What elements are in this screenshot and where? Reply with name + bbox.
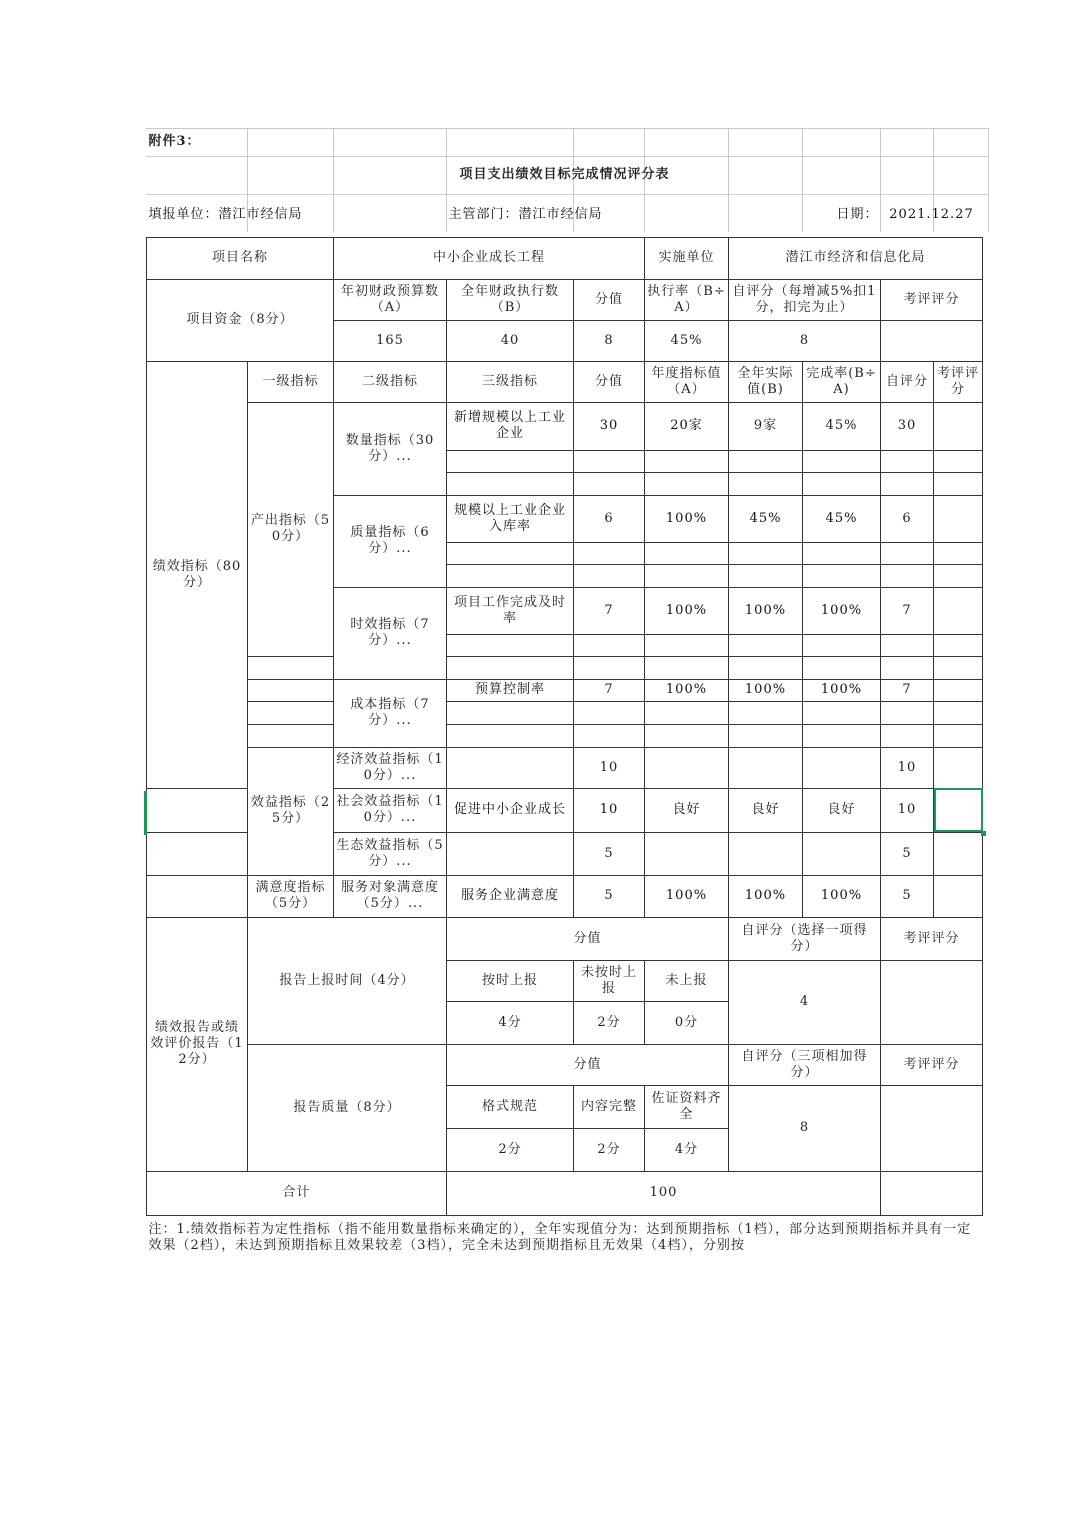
report-quality-o1: 格式规范 bbox=[447, 1085, 574, 1128]
table-cell[interactable] bbox=[881, 701, 934, 724]
fill-handle[interactable] bbox=[981, 831, 986, 836]
report-time-label: 报告上报时间（4分） bbox=[248, 917, 447, 1044]
funds-col-rate: 执行率（B÷A） bbox=[645, 279, 729, 320]
economic-score[interactable]: 10 bbox=[574, 747, 645, 788]
table-cell[interactable] bbox=[147, 832, 248, 875]
table-cell[interactable] bbox=[248, 679, 334, 701]
social-actual[interactable]: 良好 bbox=[729, 788, 803, 832]
funds-col-self: 自评分（每增减5%扣1分，扣完为止） bbox=[729, 279, 881, 320]
row-selection-marker bbox=[144, 791, 147, 835]
table-cell[interactable] bbox=[447, 564, 574, 587]
ecological-score[interactable]: 5 bbox=[574, 832, 645, 875]
table-cell[interactable] bbox=[729, 564, 803, 587]
quantity-actual[interactable]: 9家 bbox=[729, 402, 803, 450]
funds-col-eval: 考评评分 bbox=[881, 279, 983, 320]
table-cell[interactable] bbox=[729, 656, 803, 679]
cost-rate[interactable]: 100% bbox=[803, 679, 881, 701]
satisfaction-eval[interactable] bbox=[934, 875, 983, 917]
score-sheet bbox=[146, 128, 992, 1262]
economic-label: 经济效益指标（10分）... bbox=[334, 747, 447, 788]
satisfaction-name[interactable]: 服务企业满意度 bbox=[447, 875, 574, 917]
funds-rate[interactable]: 45% bbox=[645, 320, 729, 361]
table-cell[interactable] bbox=[447, 128, 574, 156]
table-cell[interactable] bbox=[574, 701, 645, 724]
table-cell[interactable] bbox=[729, 724, 803, 747]
table-cell[interactable] bbox=[248, 656, 334, 679]
table-cell[interactable] bbox=[881, 724, 934, 747]
page-title: 项目支出绩效目标完成情况评分表 bbox=[459, 167, 670, 182]
table-cell[interactable] bbox=[803, 656, 881, 679]
quality-eval[interactable] bbox=[934, 495, 983, 542]
table-cell[interactable] bbox=[729, 128, 803, 156]
timeliness-actual[interactable]: 100% bbox=[729, 587, 803, 634]
table-cell[interactable] bbox=[934, 450, 983, 472]
total-label: 合计 bbox=[147, 1171, 447, 1215]
table-cell[interactable] bbox=[803, 724, 881, 747]
footnote: 注：1.绩效指标若为定性指标（指不能用数量指标来确定的），全年实现值分为：达到预期指标（1档），部分达到预期指标并具有一定效果（2档），未达到预期指标且效果较差（3档），完全未达到预期指标且无效果（4档），分别按 bbox=[148, 1221, 972, 1253]
report-time-v3[interactable]: 0分 bbox=[645, 1001, 729, 1044]
table-cell[interactable] bbox=[881, 542, 934, 564]
perf-h-rate: 完成率(B÷A) bbox=[803, 361, 881, 402]
table-cell[interactable] bbox=[645, 128, 729, 156]
benefit-label: 效益指标（25分） bbox=[248, 747, 334, 875]
report-time-v1[interactable]: 4分 bbox=[447, 1001, 574, 1044]
ecological-actual[interactable] bbox=[729, 832, 803, 875]
funds-col-budget: 年初财政预算数（A） bbox=[334, 279, 447, 320]
table-cell[interactable] bbox=[881, 656, 934, 679]
timeliness-label: 时效指标（7分）... bbox=[334, 587, 447, 679]
attachment-label: 附件3： bbox=[148, 134, 201, 149]
ecological-self[interactable]: 5 bbox=[881, 832, 934, 875]
report-time-v2[interactable]: 2分 bbox=[574, 1001, 645, 1044]
timeliness-score[interactable]: 7 bbox=[574, 587, 645, 634]
satisfaction-rate[interactable]: 100% bbox=[803, 875, 881, 917]
quantity-label: 数量指标（30分）... bbox=[334, 402, 447, 495]
table-cell[interactable] bbox=[447, 656, 574, 679]
timeliness-name[interactable]: 项目工作完成及时率 bbox=[447, 587, 574, 634]
table-cell[interactable] bbox=[881, 450, 934, 472]
cost-eval[interactable] bbox=[934, 679, 983, 701]
economic-name[interactable] bbox=[447, 747, 574, 788]
score-table bbox=[146, 128, 983, 1262]
social-name[interactable]: 促进中小企业成长 bbox=[447, 788, 574, 832]
perf-h-l2: 二级指标 bbox=[334, 361, 447, 402]
report-quality-o2: 内容完整 bbox=[574, 1085, 645, 1128]
quality-actual[interactable]: 45% bbox=[729, 495, 803, 542]
table-cell[interactable] bbox=[803, 701, 881, 724]
table-cell[interactable] bbox=[934, 634, 983, 656]
report-time-o3: 未上报 bbox=[645, 960, 729, 1001]
report-quality-self[interactable]: 8 bbox=[729, 1085, 881, 1171]
social-self[interactable]: 10 bbox=[881, 788, 934, 832]
cost-self[interactable]: 7 bbox=[881, 679, 934, 701]
timeliness-rate[interactable]: 100% bbox=[803, 587, 881, 634]
economic-target[interactable] bbox=[645, 747, 729, 788]
table-cell[interactable] bbox=[645, 564, 729, 587]
report-quality-eval[interactable] bbox=[881, 1085, 983, 1171]
report-quality-eval-label: 考评评分 bbox=[881, 1044, 983, 1085]
social-score[interactable]: 10 bbox=[574, 788, 645, 832]
table-cell[interactable] bbox=[447, 450, 574, 472]
funds-score[interactable]: 8 bbox=[574, 320, 645, 361]
perf-h-actual: 全年实际值(B) bbox=[729, 361, 803, 402]
social-rate[interactable]: 良好 bbox=[803, 788, 881, 832]
table-cell[interactable] bbox=[934, 724, 983, 747]
social-label: 社会效益指标（10分）... bbox=[334, 788, 447, 832]
table-cell[interactable] bbox=[934, 128, 983, 156]
funds-budget[interactable]: 165 bbox=[334, 320, 447, 361]
table-cell[interactable] bbox=[881, 564, 934, 587]
report-quality-v2[interactable]: 2分 bbox=[574, 1128, 645, 1171]
table-cell[interactable] bbox=[803, 542, 881, 564]
perf-h-score: 分值 bbox=[574, 361, 645, 402]
total-value[interactable]: 100 bbox=[447, 1171, 881, 1215]
economic-self[interactable]: 10 bbox=[881, 747, 934, 788]
report-time-self-label: 自评分（选择一项得分） bbox=[729, 917, 881, 960]
report-label: 绩效报告或绩效评价报告（12分） bbox=[147, 917, 248, 1171]
report-quality-label: 报告质量（8分） bbox=[248, 1044, 447, 1171]
table-cell[interactable] bbox=[934, 656, 983, 679]
quantity-target[interactable]: 20家 bbox=[645, 402, 729, 450]
table-cell[interactable] bbox=[574, 724, 645, 747]
satisfaction-target[interactable]: 100% bbox=[645, 875, 729, 917]
funds-col-exec: 全年财政执行数（B） bbox=[447, 279, 574, 320]
perf-h-self: 自评分 bbox=[881, 361, 934, 402]
table-cell[interactable] bbox=[248, 724, 334, 747]
table-cell[interactable] bbox=[574, 564, 645, 587]
table-cell[interactable] bbox=[447, 701, 574, 724]
cost-target[interactable]: 100% bbox=[645, 679, 729, 701]
table-cell[interactable] bbox=[729, 701, 803, 724]
report-time-self[interactable]: 4 bbox=[729, 960, 881, 1044]
funds-label: 项目资金（8分） bbox=[147, 279, 334, 361]
ecological-name[interactable] bbox=[447, 832, 574, 875]
perf-label: 绩效指标（80分） bbox=[147, 361, 248, 788]
table-cell[interactable] bbox=[447, 542, 574, 564]
timeliness-eval[interactable] bbox=[934, 587, 983, 634]
table-cell[interactable] bbox=[645, 656, 729, 679]
quality-rate[interactable]: 45% bbox=[803, 495, 881, 542]
report-quality-v3[interactable]: 4分 bbox=[645, 1128, 729, 1171]
table-cell[interactable] bbox=[729, 634, 803, 656]
funds-self[interactable]: 8 bbox=[729, 320, 881, 361]
quantity-eval[interactable] bbox=[934, 402, 983, 450]
table-cell[interactable] bbox=[645, 542, 729, 564]
quality-score[interactable]: 6 bbox=[574, 495, 645, 542]
supervising-dept: 主管部门：潜江市经信局 bbox=[448, 207, 603, 223]
economic-eval[interactable] bbox=[934, 747, 983, 788]
satisfaction-l2-label: 服务对象满意度（5分）... bbox=[334, 875, 447, 917]
table-cell[interactable] bbox=[248, 701, 334, 724]
report-time-eval-label: 考评评分 bbox=[881, 917, 983, 960]
cost-actual[interactable]: 100% bbox=[729, 679, 803, 701]
report-quality-o3: 佐证资料齐全 bbox=[645, 1085, 729, 1128]
perf-h-eval: 考评评分 bbox=[934, 361, 983, 402]
table-cell[interactable] bbox=[645, 724, 729, 747]
table-cell[interactable] bbox=[803, 472, 881, 495]
table-cell[interactable] bbox=[447, 634, 574, 656]
funds-col-score: 分值 bbox=[574, 279, 645, 320]
project-name-label: 项目名称 bbox=[147, 237, 334, 279]
report-unit: 填报单位：潜江市经信局 bbox=[148, 207, 303, 223]
table-cell[interactable] bbox=[881, 128, 934, 156]
funds-eval[interactable] bbox=[881, 320, 983, 361]
ecological-target[interactable] bbox=[645, 832, 729, 875]
report-date: 2021.12.27 bbox=[889, 207, 974, 223]
table-cell[interactable] bbox=[729, 542, 803, 564]
table-cell[interactable] bbox=[147, 788, 248, 832]
output-label: 产出指标（50分） bbox=[248, 402, 334, 656]
economic-actual[interactable] bbox=[729, 747, 803, 788]
impl-unit-label: 实施单位 bbox=[645, 237, 729, 279]
perf-h-target: 年度指标值（A） bbox=[645, 361, 729, 402]
cost-label: 成本指标（7分）... bbox=[334, 679, 447, 747]
social-target[interactable]: 良好 bbox=[645, 788, 729, 832]
table-cell[interactable] bbox=[934, 472, 983, 495]
quantity-score[interactable]: 30 bbox=[574, 402, 645, 450]
table-cell[interactable] bbox=[645, 450, 729, 472]
table-cell[interactable] bbox=[147, 875, 248, 917]
ecological-rate[interactable] bbox=[803, 832, 881, 875]
quality-name[interactable]: 规模以上工业企业入库率 bbox=[447, 495, 574, 542]
quantity-self[interactable]: 30 bbox=[881, 402, 934, 450]
table-cell[interactable] bbox=[881, 472, 934, 495]
date-label: 日期： bbox=[836, 207, 879, 223]
report-quality-v1[interactable]: 2分 bbox=[447, 1128, 574, 1171]
table-cell[interactable] bbox=[803, 634, 881, 656]
table-cell[interactable] bbox=[645, 701, 729, 724]
table-cell[interactable] bbox=[729, 472, 803, 495]
cost-name[interactable]: 预算控制率 bbox=[447, 679, 574, 701]
table-cell[interactable] bbox=[803, 450, 881, 472]
table-cell[interactable] bbox=[574, 634, 645, 656]
table-cell[interactable] bbox=[574, 472, 645, 495]
table-cell[interactable] bbox=[447, 724, 574, 747]
impl-unit: 潜江市经济和信息化局 bbox=[729, 237, 983, 279]
timeliness-target[interactable]: 100% bbox=[645, 587, 729, 634]
table-cell[interactable] bbox=[803, 564, 881, 587]
ecological-label: 生态效益指标（5分）... bbox=[334, 832, 447, 875]
table-cell[interactable] bbox=[574, 542, 645, 564]
table-cell[interactable] bbox=[645, 634, 729, 656]
project-name: 中小企业成长工程 bbox=[334, 237, 645, 279]
social-eval-selected-cell[interactable] bbox=[934, 788, 983, 832]
table-cell[interactable] bbox=[934, 542, 983, 564]
satisfaction-score[interactable]: 5 bbox=[574, 875, 645, 917]
report-time-eval[interactable] bbox=[881, 960, 983, 1044]
perf-h-l3: 三级指标 bbox=[447, 361, 574, 402]
funds-exec[interactable]: 40 bbox=[447, 320, 574, 361]
report-time-score-label: 分值 bbox=[447, 917, 729, 960]
economic-rate[interactable] bbox=[803, 747, 881, 788]
table-cell bbox=[729, 194, 803, 237]
report-quality-self-label: 自评分（三项相加得分） bbox=[729, 1044, 881, 1085]
quality-label: 质量指标（6分）... bbox=[334, 495, 447, 587]
satisfaction-self[interactable]: 5 bbox=[881, 875, 934, 917]
perf-h-l1: 一级指标 bbox=[248, 361, 334, 402]
ecological-eval[interactable] bbox=[934, 832, 983, 875]
report-time-o1: 按时上报 bbox=[447, 960, 574, 1001]
table-cell[interactable] bbox=[574, 656, 645, 679]
table-cell[interactable] bbox=[447, 472, 574, 495]
timeliness-self[interactable]: 7 bbox=[881, 587, 934, 634]
satisfaction-actual[interactable]: 100% bbox=[729, 875, 803, 917]
table-cell[interactable] bbox=[803, 128, 881, 156]
quality-target[interactable]: 100% bbox=[645, 495, 729, 542]
total-eval[interactable] bbox=[881, 1171, 983, 1215]
table-cell[interactable] bbox=[574, 128, 645, 156]
quantity-name[interactable]: 新增规模以上工业企业 bbox=[447, 402, 574, 450]
table-cell[interactable] bbox=[574, 450, 645, 472]
table-cell[interactable] bbox=[934, 701, 983, 724]
table-cell[interactable] bbox=[645, 472, 729, 495]
quantity-rate[interactable]: 45% bbox=[803, 402, 881, 450]
quality-self[interactable]: 6 bbox=[881, 495, 934, 542]
cost-score[interactable]: 7 bbox=[574, 679, 645, 701]
table-cell[interactable] bbox=[729, 450, 803, 472]
table-cell[interactable] bbox=[934, 564, 983, 587]
table-cell[interactable] bbox=[334, 128, 447, 156]
satisfaction-label: 满意度指标（5分） bbox=[248, 875, 334, 917]
report-time-o2: 未按时上报 bbox=[574, 960, 645, 1001]
table-cell[interactable] bbox=[881, 634, 934, 656]
report-quality-score-label: 分值 bbox=[447, 1044, 729, 1085]
